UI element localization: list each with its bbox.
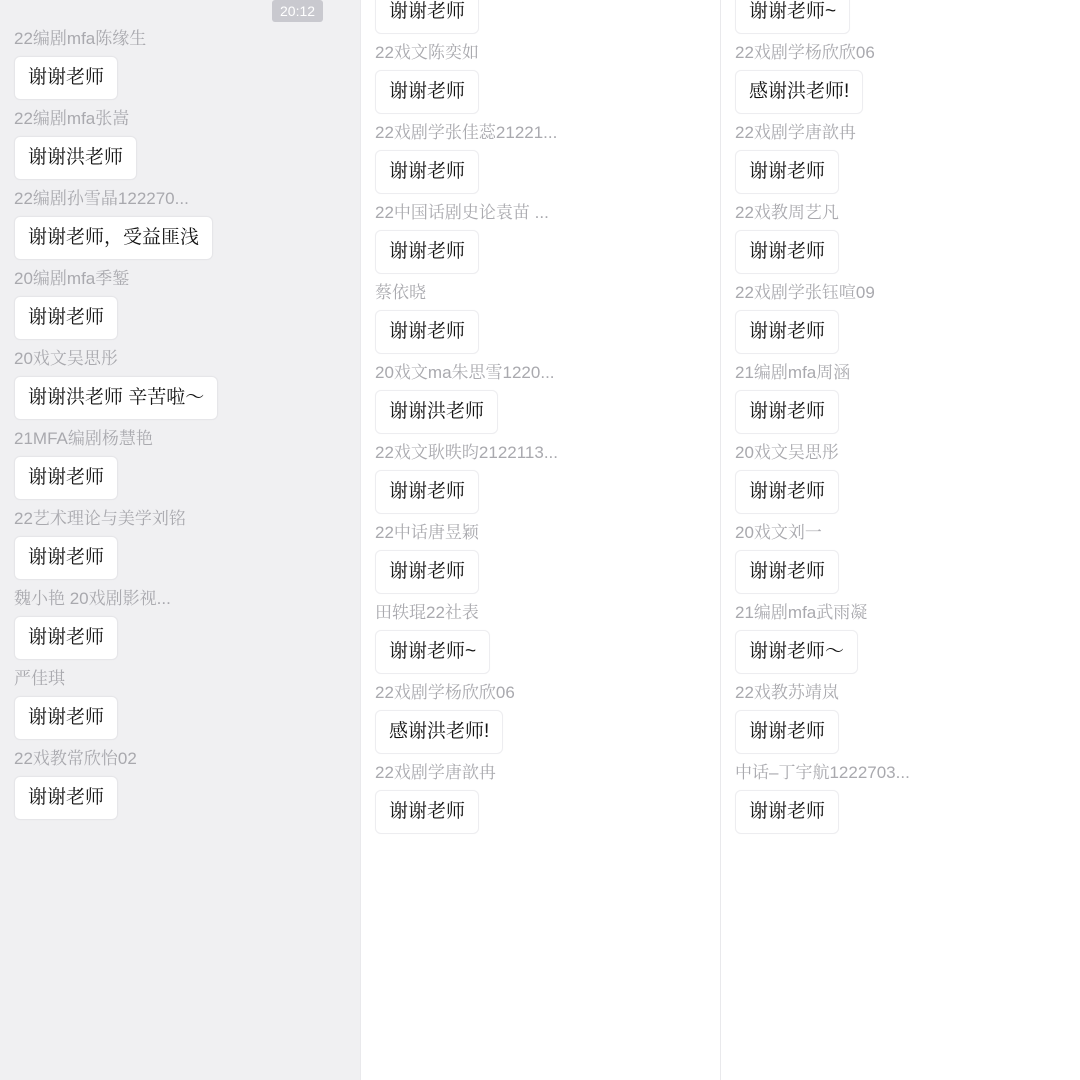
message-bubble[interactable]: 谢谢老师～ [735,630,858,674]
message-bubble[interactable]: 谢谢老师 [375,550,479,594]
message-sender: 22中国话剧史论袁苗 ... [375,203,549,222]
message-bubble[interactable]: 谢谢老师~ [735,0,850,34]
message-sender: 21MFA编剧杨慧艳 [14,429,153,448]
message-sender: 严佳琪 [14,669,65,688]
chat-message [375,42,720,114]
timestamp-badge: 20:12 [272,0,323,22]
message-bubble[interactable]: 谢谢洪老师 [375,390,498,434]
chat-message [735,122,1080,194]
chat-column-2 [360,0,720,1080]
message-bubble[interactable]: 谢谢老师 [375,70,479,114]
chat-message [14,428,360,500]
message-sender: 21编剧mfa周涵 [735,363,851,382]
message-bubble[interactable]: 谢谢老师 [14,616,118,660]
message-sender: 22戏教周艺凡 [735,203,839,222]
message-list-2 [375,0,720,834]
chat-message [735,282,1080,354]
message-sender: 22戏教常欣怡02 [14,749,137,768]
message-bubble[interactable]: 谢谢老师 [375,150,479,194]
message-bubble[interactable]: 谢谢老师 [375,470,479,514]
chat-message [14,108,360,180]
message-sender: 蔡依晓 [375,283,426,302]
message-bubble[interactable]: 谢谢老师 [14,536,118,580]
message-bubble[interactable]: 谢谢老师 [14,456,118,500]
message-sender: 22戏剧学杨欣欣06 [375,683,515,702]
message-sender: 魏小艳 20戏剧影视... [14,589,171,608]
message-bubble[interactable]: 谢谢老师 [14,296,118,340]
chat-message [14,348,360,420]
message-bubble[interactable]: 谢谢老师 [735,790,839,834]
chat-column-1 [0,0,360,1080]
message-sender: 20戏文吴思彤 [14,349,118,368]
chat-message [735,0,1080,34]
chat-message [14,188,360,260]
chat-message [735,762,1080,834]
message-sender: 22编剧mfa张嵩 [14,109,130,128]
message-sender: 22戏文耿昳昀2122113... [375,443,558,462]
chat-message [375,522,720,594]
message-bubble[interactable]: 谢谢老师 [735,230,839,274]
message-sender: 22戏剧学张钰喧09 [735,283,875,302]
message-sender: 20戏文吴思彤 [735,443,839,462]
chat-message [375,442,720,514]
message-bubble[interactable]: 谢谢老师 [735,310,839,354]
message-sender: 22戏剧学杨欣欣06 [735,43,875,62]
message-bubble[interactable]: 谢谢老师 [14,56,118,100]
message-sender: 中话–丁宇航1222703... [735,763,910,782]
chat-message [14,28,360,100]
message-sender: 22中话唐昱颖 [375,523,479,542]
message-sender: 20戏文刘一 [735,523,822,542]
message-bubble[interactable]: 谢谢老师 [735,390,839,434]
message-bubble[interactable]: 谢谢老师，受益匪浅 [14,216,213,260]
message-bubble[interactable]: 谢谢老师~ [375,630,490,674]
message-bubble[interactable]: 谢谢老师 [735,550,839,594]
chat-message [375,762,720,834]
message-bubble[interactable]: 谢谢洪老师 辛苦啦～ [14,376,218,420]
message-bubble[interactable]: 谢谢洪老师 [14,136,137,180]
message-sender: 22编剧mfa陈缘生 [14,29,147,48]
message-sender: 22戏教苏靖岚 [735,683,839,702]
message-bubble[interactable]: 谢谢老师 [375,310,479,354]
chat-message [735,42,1080,114]
message-sender: 田轶琨22社表 [375,603,479,622]
chat-message [375,602,720,674]
message-sender: 22戏剧学唐歆冉 [735,123,856,142]
message-bubble[interactable]: 谢谢老师 [735,150,839,194]
chat-message [375,122,720,194]
message-sender: 20戏文ma朱思雪1220... [375,363,555,382]
message-sender: 22编剧孙雪晶122270... [14,189,189,208]
chat-message [14,748,360,820]
message-sender: 22戏剧学唐歆冉 [375,763,496,782]
chat-message [375,282,720,354]
message-bubble[interactable]: 谢谢老师 [375,230,479,274]
message-sender: 22戏剧学张佳蕊21221... [375,123,558,142]
chat-message [375,682,720,754]
chat-message [14,668,360,740]
chat-message [735,442,1080,514]
message-sender: 22艺术理论与美学刘铭 [14,509,186,528]
chat-message [375,0,720,34]
message-bubble[interactable]: 谢谢老师 [375,790,479,834]
message-bubble[interactable]: 谢谢老师 [735,470,839,514]
message-bubble[interactable]: 感谢洪老师! [735,70,863,114]
message-bubble[interactable]: 感谢洪老师! [375,710,503,754]
message-bubble[interactable]: 谢谢老师 [735,710,839,754]
chat-message [735,682,1080,754]
message-bubble[interactable]: 谢谢老师 [14,776,118,820]
chat-message [375,362,720,434]
message-list-1 [14,0,360,820]
message-sender: 22戏文陈奕如 [375,43,479,62]
chat-message [14,508,360,580]
chat-message [735,602,1080,674]
chat-message [735,362,1080,434]
message-bubble[interactable]: 谢谢老师 [375,0,479,34]
chat-message [375,202,720,274]
chat-message [735,202,1080,274]
chat-message [14,588,360,660]
message-bubble[interactable]: 谢谢老师 [14,696,118,740]
chat-message [14,268,360,340]
message-list-3 [735,0,1080,834]
message-sender: 21编剧mfa武雨凝 [735,603,868,622]
message-sender: 20编剧mfa季錾 [14,269,130,288]
chat-column-3 [720,0,1080,1080]
chat-message [735,522,1080,594]
